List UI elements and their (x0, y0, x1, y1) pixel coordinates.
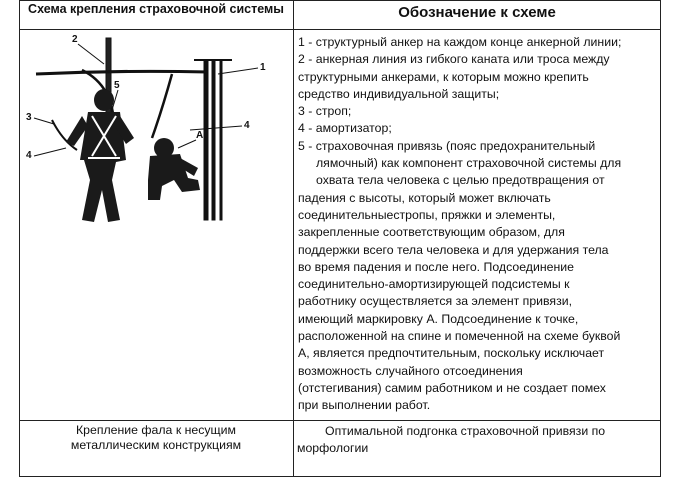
diagram-label-4-right: 4 (244, 120, 250, 131)
footer-left-line-2: металлическим конструкциям (70, 438, 242, 452)
description-line: лямочный) как компонент страховочной системы для (316, 156, 622, 171)
legend-description (298, 34, 656, 415)
description-line: возможность случайного отсоединения (298, 363, 523, 378)
table-border-bottom (19, 476, 661, 477)
table-border-right (660, 0, 661, 477)
right-post-2 (212, 60, 215, 220)
footer-left-caption (20, 423, 292, 453)
right-post-3 (220, 60, 222, 220)
description-line: соединительныестропы, пряжки и элементы, (298, 207, 556, 222)
description-line: 3 - строп; (298, 104, 352, 119)
footer-right-caption (297, 423, 657, 457)
description-line: имеющий маркировку А. Подсоединение к точке, (298, 311, 579, 326)
description-line: закрепленные соответствующим образом, для (298, 225, 565, 240)
header-left-title: Схема крепления страховочной системы (28, 2, 284, 16)
description-line: (отстегивания) самим работником и не создает помех (298, 380, 606, 395)
description-line: 2 - анкерная линия из гибкого каната или троса между (298, 52, 610, 67)
description-line: работнику осуществляется за элемент привязи, (298, 294, 573, 309)
footer-left-line-1: Крепление фала к несущим (76, 423, 236, 437)
table-footer-divider (19, 420, 661, 421)
description-line: средство индивидуальной защиты; (298, 86, 500, 101)
description-line: расположенной на спине и помеченной на схеме буквой (298, 329, 621, 344)
description-line: соединительно-амортизирующей подсистемы к (298, 277, 570, 292)
table-column-divider (293, 0, 294, 477)
description-line: 5 - страховочная привязь (пояс предохранительный (298, 138, 596, 153)
description-line: при выполнении работ. (298, 398, 431, 413)
description-line: 4 - амортизатор; (298, 121, 392, 136)
table-border-left (19, 0, 20, 477)
diagram-label-2: 2 (72, 34, 78, 45)
description-line: структурными анкерами, к которым можно крепить (298, 69, 589, 84)
right-post-1 (204, 60, 208, 220)
description-line: падения с высоты, который может включать (298, 190, 551, 205)
diagram-label-5: 5 (114, 80, 120, 91)
header-right-title: Обозначение к схеме (398, 4, 556, 21)
footer-right-line-1: Оптимальной подгонка страховочной привязи по (325, 424, 606, 438)
table-border-top (19, 0, 661, 1)
diagram-label-4-left: 4 (26, 150, 32, 161)
description-line: А, является предпочтительным, поскольку исключает (298, 346, 605, 361)
anchor-line (36, 71, 208, 74)
diagram-label-1: 1 (260, 62, 266, 73)
description-line: во время падения и после него. Подсоединение (298, 259, 574, 274)
description-line: поддержки всего тела человека и для удержания тела (298, 242, 609, 257)
diagram-label-3: 3 (26, 112, 32, 123)
safety-system-diagram (22, 30, 290, 230)
lanyard-right (152, 74, 172, 138)
standing-worker-figure (66, 89, 134, 222)
diagram-label-a: А (196, 130, 204, 141)
description-line: охвата тела человека с целью предотвращения от (316, 173, 605, 188)
crouching-worker-figure (148, 138, 200, 200)
footer-right-line-2: морфологии (297, 441, 369, 455)
description-line: 1 - структурный анкер на каждом конце анкерной линии; (298, 35, 622, 49)
